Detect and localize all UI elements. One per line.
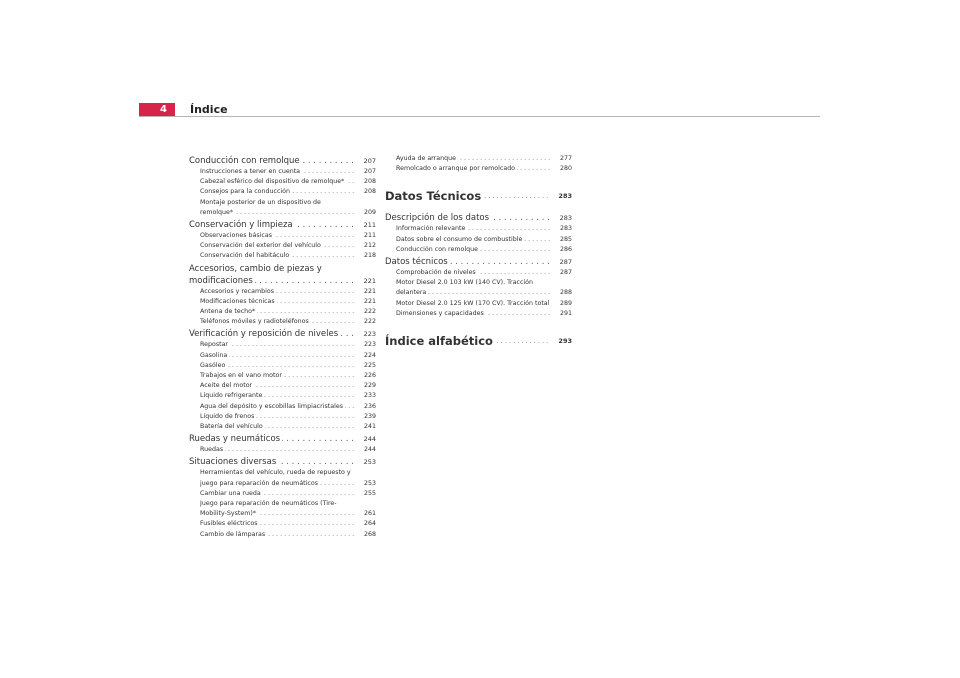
- toc-entry-title: [200, 361, 354, 371]
- toc-entry-title: [200, 381, 354, 391]
- toc-entry[interactable]: [189, 361, 376, 371]
- toc-entry-title: [200, 391, 354, 401]
- toc-entry-title: [200, 371, 354, 381]
- toc-entry-page-number: 229: [363, 382, 376, 390]
- toc-entry-text: Cabezal esférico del dispositivo de remolque*: [200, 178, 345, 186]
- toc-entry-page-number: 221: [363, 287, 376, 295]
- toc-entry-page-number: 223: [363, 330, 376, 339]
- toc-entry-text: Antena de techo*: [200, 308, 256, 316]
- page-title: Índice: [190, 103, 228, 116]
- toc-entry[interactable]: [189, 456, 376, 468]
- toc-entry-page-number: 244: [363, 435, 376, 444]
- toc-entry-text: Datos sobre el consumo de combustible: [396, 235, 523, 243]
- toc-entry-text: Índice alfabético: [385, 334, 493, 349]
- toc-entry[interactable]: [189, 219, 376, 231]
- toc-entry-title: [396, 235, 550, 245]
- toc-entry-text: Modificaciones técnicas: [200, 297, 275, 305]
- toc-entry[interactable]: [189, 307, 376, 317]
- toc-entry[interactable]: [189, 328, 376, 340]
- toc-entry-page-number: 244: [363, 446, 376, 454]
- toc-entry-page-number: 253: [363, 479, 376, 487]
- toc-entry-page-number: 253: [363, 458, 376, 467]
- toc-entry[interactable]: [189, 317, 376, 327]
- toc-entry[interactable]: [189, 499, 376, 519]
- toc-entry-title-line1: Motor Diesel 2.0 103 kW (140 CV). Tracción: [396, 278, 550, 288]
- toc-entry-title: [200, 187, 354, 197]
- toc-entry-title: [200, 422, 354, 432]
- toc-entry-text: Accesorios y recambios: [200, 287, 274, 295]
- toc-entry-text: Conducción con remolque: [189, 156, 300, 166]
- toc-entry[interactable]: [189, 340, 376, 350]
- toc-entry-text: Conservación del habitáculo: [200, 252, 290, 260]
- toc-entry-text: Verificación y reposición de niveles: [189, 329, 339, 340]
- toc-entry[interactable]: [385, 235, 572, 245]
- toc-entry-text: Dimensiones y capacidades: [396, 309, 484, 317]
- toc-entry-text: Ruedas: [200, 446, 224, 454]
- toc-entry-title: [396, 299, 550, 309]
- toc-entry-title-line2: delantera: [396, 289, 427, 297]
- toc-entry-text: Cambiar una rueda: [200, 489, 261, 497]
- toc-entry-text: Observaciones básicas: [200, 232, 272, 240]
- toc-entry[interactable]: [189, 371, 376, 381]
- toc-entry[interactable]: [189, 287, 376, 297]
- toc-entry-page-number: 277: [559, 155, 572, 162]
- toc-entry-text: Conducción con remolque: [396, 245, 478, 253]
- toc-entry[interactable]: [385, 164, 572, 174]
- toc-entry-page-number: 291: [559, 309, 572, 317]
- toc-entry[interactable]: [189, 391, 376, 401]
- toc-entry-title: [200, 251, 354, 261]
- toc-entry[interactable]: [189, 530, 376, 540]
- toc-entry-title: [200, 317, 354, 327]
- toc-entry[interactable]: [189, 231, 376, 241]
- toc-entry-page-number: 261: [363, 510, 376, 518]
- toc-entry-text: Datos Técnicos: [385, 189, 482, 204]
- toc-entry-page-number: 207: [363, 168, 376, 175]
- toc-entry[interactable]: [189, 468, 376, 488]
- toc-entry-page-number: 221: [363, 276, 376, 285]
- toc-entry-title: [385, 333, 550, 349]
- toc-entry-title-line1: Montaje posterior de un dispositivo de: [200, 198, 354, 208]
- toc-entry-text: Trabajos en el vano motor: [200, 372, 282, 380]
- page-number-badge: 4: [139, 103, 175, 117]
- toc-entry[interactable]: [189, 433, 376, 445]
- toc-entry-page-number: 222: [363, 318, 376, 326]
- toc-entry[interactable]: [385, 224, 572, 234]
- toc-entry[interactable]: [385, 278, 572, 298]
- toc-entry-text: Instrucciones a tener en cuenta: [200, 168, 301, 175]
- toc-entry-title: [200, 241, 354, 251]
- toc-entry[interactable]: [385, 333, 572, 349]
- toc-entry-page-number: 255: [363, 489, 376, 497]
- toc-entry[interactable]: [189, 241, 376, 251]
- toc-entry-title-line1: Herramientas del vehículo, rueda de repuesto y: [200, 468, 354, 478]
- toc-entry-text: Ayuda de arranque: [396, 155, 456, 162]
- toc-entry-page-number: 209: [363, 208, 376, 216]
- toc-entry-page-number: 289: [559, 299, 572, 307]
- toc-entry-text: Motor Diesel 2.0 125 kW (170 CV). Tracción total: [396, 299, 550, 307]
- toc-entry-title: [396, 278, 550, 298]
- toc-entry-title-line2: juego para reparación de neumáticos: [200, 479, 318, 487]
- toc-entry-page-number: 280: [559, 165, 572, 173]
- toc-entry-text: Aceite del motor: [200, 382, 253, 390]
- toc-entry-title: [200, 489, 354, 499]
- toc-left-column: [189, 154, 376, 540]
- toc-entry-title-line1: Juego para reparación de neumáticos (Tire-: [200, 499, 354, 509]
- toc-entry-page-number: 293: [558, 337, 572, 346]
- toc-entry[interactable]: [385, 188, 572, 204]
- toc-entry-title: [200, 530, 354, 540]
- toc-entry-title: [200, 412, 354, 422]
- toc-entry-text: Conservación y limpieza: [189, 220, 293, 231]
- toc-entry-title: [385, 188, 550, 204]
- toc-entry-page-number: 268: [363, 530, 376, 538]
- toc-entry-page-number: 211: [363, 221, 376, 230]
- toc-entry-title: [385, 256, 550, 268]
- toc-entry[interactable]: [385, 309, 572, 319]
- toc-entry-page-number: 236: [363, 402, 376, 410]
- toc-right-column: [385, 154, 572, 357]
- toc-entry-text: Datos técnicos: [385, 257, 448, 268]
- toc-entry-page-number: 239: [363, 412, 376, 420]
- toc-entry-page-number: 287: [559, 258, 572, 267]
- toc-entry-title: [200, 287, 354, 297]
- toc-entry-title: [396, 268, 550, 278]
- toc-entry[interactable]: [189, 177, 376, 187]
- toc-entry-page-number: 283: [559, 225, 572, 233]
- toc-entry-title: [200, 468, 354, 488]
- toc-entry-page-number: 288: [559, 289, 572, 297]
- toc-entry-text: Descripción de los datos: [385, 213, 490, 224]
- toc-entry-text: Conservación del exterior del vehículo: [200, 242, 321, 250]
- toc-entry-page-number: 285: [559, 235, 572, 243]
- toc-entry[interactable]: [189, 198, 376, 218]
- toc-entry[interactable]: [385, 212, 572, 224]
- toc-entry-title: [200, 231, 354, 241]
- toc-entry-title: [189, 219, 354, 231]
- toc-entry-page-number: 224: [363, 351, 376, 359]
- toc-entry[interactable]: [189, 519, 376, 529]
- toc-entry-text: Batería del vehículo: [200, 423, 263, 431]
- toc-entry-page-number: 233: [363, 392, 376, 400]
- toc-entry-page-number: 221: [363, 297, 376, 305]
- toc-entry[interactable]: [189, 381, 376, 391]
- toc-entry[interactable]: [385, 245, 572, 255]
- toc-entry[interactable]: [189, 422, 376, 432]
- toc-entry-title: [396, 224, 550, 234]
- toc-entry-text: Gasolina: [200, 351, 228, 359]
- toc-entry[interactable]: [189, 351, 376, 361]
- toc-entry-title: [200, 297, 354, 307]
- toc-entry-title: [200, 167, 354, 177]
- toc-entry[interactable]: [189, 167, 376, 177]
- toc-entry-text: Información relevante: [396, 225, 466, 233]
- toc-entry-text: Gasóleo: [200, 361, 226, 369]
- toc-entry[interactable]: [189, 412, 376, 422]
- toc-entry-page-number: 212: [363, 242, 376, 250]
- toc-entry-title: [200, 445, 354, 455]
- header-rule: [139, 116, 820, 117]
- toc-entry-page-number: 283: [559, 214, 572, 223]
- toc-entry-text: Agua del depósito y escobillas limpiacristales: [200, 402, 343, 410]
- toc-entry-page-number: 241: [363, 423, 376, 431]
- toc-entry-title: [396, 245, 550, 255]
- toc-entry[interactable]: [189, 263, 376, 287]
- toc-entry-text: Consejos para la conducción: [200, 188, 291, 196]
- toc-entry-title: [396, 154, 550, 164]
- toc-entry[interactable]: [189, 251, 376, 261]
- toc-entry-title: [200, 351, 354, 361]
- toc-entry-title: [189, 456, 354, 468]
- toc-entry-text: Repostar: [200, 341, 229, 349]
- toc-entry-page-number: 208: [363, 188, 376, 196]
- toc-entry-text: Cambio de lámparas: [200, 530, 266, 538]
- toc-entry-page-number: 223: [363, 341, 376, 349]
- toc-entry-page-number: 211: [363, 232, 376, 240]
- toc-entry-text: Líquido de frenos: [200, 412, 255, 420]
- toc-entry-title: [189, 433, 354, 445]
- toc-entry[interactable]: [189, 187, 376, 197]
- toc-entry-title: [200, 402, 354, 412]
- toc-entry[interactable]: [385, 256, 572, 268]
- toc-entry-text: Líquido refrigerante: [200, 392, 263, 400]
- toc-entry[interactable]: [385, 154, 572, 164]
- toc-entry-title: [396, 309, 550, 319]
- toc-entry-title-line1: Accesorios, cambio de piezas y: [189, 263, 354, 275]
- toc-entry[interactable]: [189, 155, 376, 167]
- toc-entry-title-line2: Mobility-System)*: [200, 510, 256, 518]
- toc-entry-page-number: 207: [363, 157, 376, 165]
- toc-entry-page-number: 208: [363, 178, 376, 186]
- toc-entry-page-number: 264: [363, 520, 376, 528]
- toc-entry-title: [200, 177, 354, 187]
- toc-entry[interactable]: [189, 489, 376, 499]
- toc-entry-page-number: 222: [363, 308, 376, 316]
- toc-entry-text: Ruedas y neumáticos: [189, 434, 281, 445]
- toc-entry-title: [200, 519, 354, 529]
- toc-entry[interactable]: [189, 445, 376, 455]
- toc-entry-page-number: 287: [559, 269, 572, 277]
- toc-entry-text: Fusibles eléctricos: [200, 520, 258, 528]
- toc-entry-title: [189, 155, 354, 167]
- toc-entry-title: [396, 164, 550, 174]
- toc-entry-page-number: 218: [363, 252, 376, 260]
- toc-entry-page-number: 225: [363, 361, 376, 369]
- toc-entry-text: Remolcado o arranque por remolcado: [396, 165, 516, 173]
- toc-entry-title: [189, 328, 354, 340]
- toc-entry-text: Comprobación de niveles: [396, 269, 476, 277]
- toc-entry[interactable]: [385, 268, 572, 278]
- toc-entry-page-number: 283: [558, 192, 572, 201]
- toc-entry-title: [189, 263, 354, 287]
- toc-entry-title: [200, 340, 354, 350]
- toc-entry-title: [200, 499, 354, 519]
- toc-entry-page-number: 286: [559, 245, 572, 253]
- toc-entry[interactable]: [385, 299, 572, 309]
- toc-entry-title: [200, 307, 354, 317]
- toc-entry-page-number: 226: [363, 372, 376, 380]
- toc-entry-title-line2: remolque*: [200, 208, 234, 216]
- toc-entry[interactable]: [189, 402, 376, 412]
- toc-entry-text: Teléfonos móviles y radioteléfonos: [200, 318, 309, 326]
- toc-entry-title: [385, 212, 550, 224]
- toc-entry[interactable]: [189, 297, 376, 307]
- toc-entry-title: [200, 198, 354, 218]
- toc-entry-text: Situaciones diversas: [189, 457, 277, 468]
- toc-entry-title-line2: modificaciones: [189, 275, 253, 286]
